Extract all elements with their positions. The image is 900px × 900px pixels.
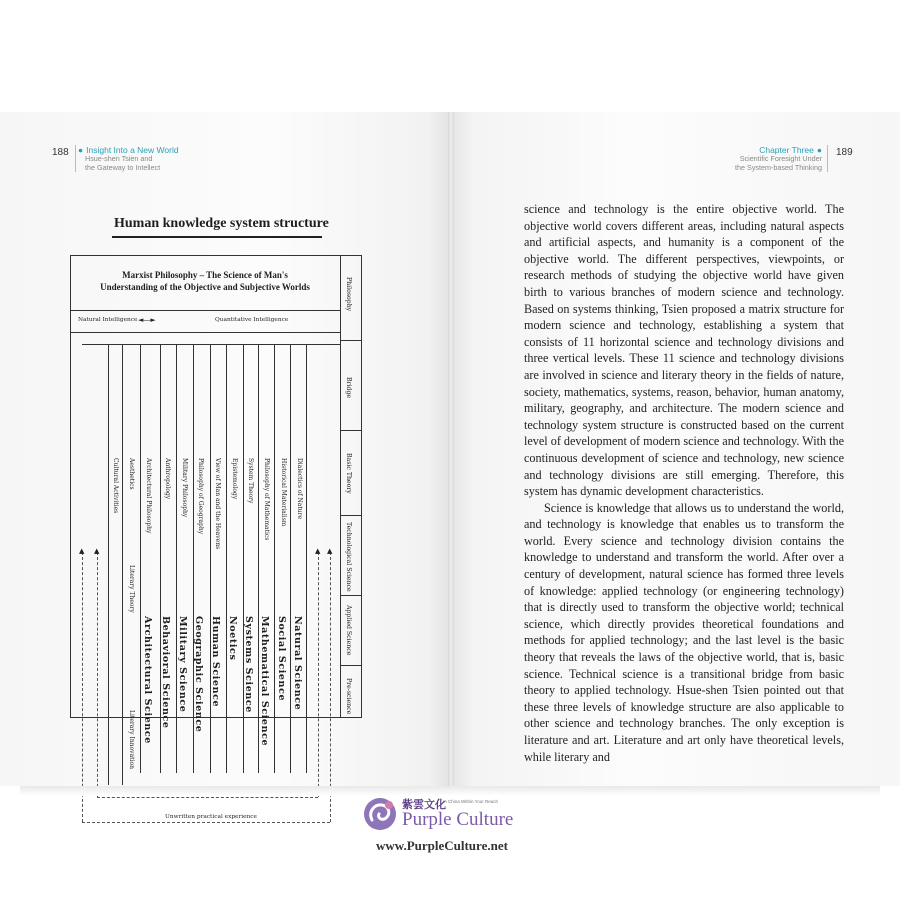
right-page-number: 189 (836, 147, 853, 158)
intelligence-divider (71, 332, 340, 333)
quantitative-intelligence-label: Quantitative Intelligence (215, 317, 289, 323)
level-pre-science: Pre-science (341, 665, 362, 718)
level-basic-theory: Basic Theory (341, 430, 362, 515)
science-noetics: Noetics (227, 616, 238, 661)
inner-feedback-line (97, 552, 98, 797)
right-running-header (722, 145, 822, 172)
bridge-system-theory: System Theory (247, 458, 254, 504)
up-arrow-icon: ▲ (79, 547, 85, 555)
science-natural: Natural Science (292, 616, 303, 711)
unwritten-experience-label: Unwritten practical experience (165, 814, 257, 820)
science-behavioral: Behavioral Science (160, 616, 171, 729)
left-running-header (78, 145, 179, 172)
left-page-number: 188 (52, 147, 69, 158)
right-header-divider (827, 145, 828, 172)
bridge-military-philosophy: Military Philosophy (181, 458, 188, 518)
purple-culture-watermark (362, 796, 540, 856)
right-page-body-text (524, 201, 844, 765)
natural-intelligence-label: Natural Intelligence (78, 317, 138, 323)
watermark-tagline: A China Within Your Reach (444, 799, 499, 804)
watermark-url: www.PurpleCulture.net (376, 838, 508, 853)
up-arrow-icon: ▲ (315, 547, 321, 555)
book-gutter (448, 112, 454, 786)
figure-title-underline (112, 236, 322, 238)
left-header-divider (75, 145, 76, 172)
bridge-view-of-man: View of Man and the Heavens (214, 458, 221, 550)
double-arrow-icon: ◄—► (138, 316, 156, 324)
outer-feedback-line (82, 552, 83, 822)
bullet-dot-icon: ● (78, 145, 84, 155)
literary-theory-label: Literary Theory (128, 565, 135, 613)
level-applied-science: Applied Science (341, 595, 362, 665)
bridge-philosophy-of-geography: Philosophy of Geography (197, 458, 204, 535)
left-header-subtitle-2: the Gateway to Intellect (85, 162, 161, 172)
left-header-subtitle-1: Hsue-shen Tsien and (85, 154, 153, 163)
bridge-anthropology: Anthropology (164, 458, 171, 500)
right-header-subtitle-2: the System-based Thinking (735, 162, 822, 172)
bullet-dot-icon: ● (816, 145, 822, 155)
literary-innovation-label: Literary Innovation (128, 710, 135, 769)
watermark-chinese: 紫雲文化 (402, 798, 446, 811)
up-arrow-icon: ▲ (94, 547, 100, 555)
book-shadow (20, 786, 880, 796)
right-header-title: Chapter Three (759, 145, 814, 155)
science-social: Social Science (276, 616, 287, 702)
left-header-title: Insight Into a New World (86, 145, 179, 155)
science-systems: Systems Science (243, 616, 254, 713)
science-architectural: Architectural Science (142, 616, 153, 744)
figure-title: Human knowledge system structure (114, 216, 329, 231)
up-arrow-icon: ▲ (327, 547, 333, 555)
purple-culture-logo-icon (362, 796, 398, 832)
bridge-dialectics-of-nature: Dialectics of Nature (296, 458, 303, 520)
level-technological-science: Technological Science (341, 515, 362, 595)
science-military: Military Science (177, 616, 188, 713)
paragraph: science and technology is the entire objective world. The objective world covers different areas, including natural aspects and artificial aspects, and humanity is a component of the objective world. The different perspectives, viewpoints, or research methods of studying the objective world have given birth to various branches of modern science and technology. Based on systems thinking, Tsien proposed a matrix structure for modern science and technology, establishing a system that consists of 11 horizontal science and technology divisions and three vertical levels. These 11 science and technology divisions are involved in science and literary theory in the fields of nature, society, mathematics, systems, reason, behavior, human anatomy, military, geography, and architecture. The modern science and technology system structure is constructed based on the current level of development of modern science and technology. With the continuous development of science and technology, new science and technology divisions are still emerging. Therefore, this system has dynamic development characteristics. (524, 202, 845, 499)
science-geographic: Geographic Science (193, 616, 204, 733)
watermark-name: Purple Culture (402, 809, 514, 830)
columns-top-rule (82, 344, 340, 345)
bridge-historical-materialism: Historical Materialism (280, 458, 287, 527)
marxist-philosophy-title: Marxist Philosophy – The Science of Man's Understanding of the Objective and Subjective Worlds (100, 270, 310, 292)
title-divider (71, 310, 340, 311)
bridge-epistemology: Epistemology (231, 458, 238, 500)
science-mathematical: Mathematical Science (259, 616, 270, 747)
bridge-philosophy-of-mathematics: Philosophy of Mathematics (263, 458, 270, 541)
right-header-subtitle-1: Scientific Foresight Under (739, 154, 822, 163)
bridge-architectural-philosophy: Architectural Philosophy (145, 458, 152, 534)
bridge-cultural-activities: Cultural Activities (112, 458, 119, 514)
level-bridge: Bridge (341, 340, 362, 430)
level-philosophy: Philosophy (345, 277, 352, 312)
bridge-aesthetics: Aesthetics (128, 458, 135, 490)
paragraph: Science is knowledge that allows us to understand the world, and technology is knowledge that enables us to transform the world. Every science and technology division contains the knowledge to understand and transform the world. After over a century of development, natural science has formed three levels of knowledge: applied technology (or engineering technology) that is directly used to transform the objective world; technical science, which directly provides theoretical foundations and methods for applied technology; and the last level is the basic theory that reveals the laws of the objective world, that is, basic science. Technical science is a transitional bridge from basic theory to applied technology. Hsue-shen Tsien pointed out that these three levels of knowledge structure are also applicable to other science and technology branches. The only exception is literature and art. Literature and art only have theoretical levels, while literary and (524, 500, 844, 764)
science-human: Human Science (210, 616, 221, 708)
levels-column (340, 255, 362, 718)
